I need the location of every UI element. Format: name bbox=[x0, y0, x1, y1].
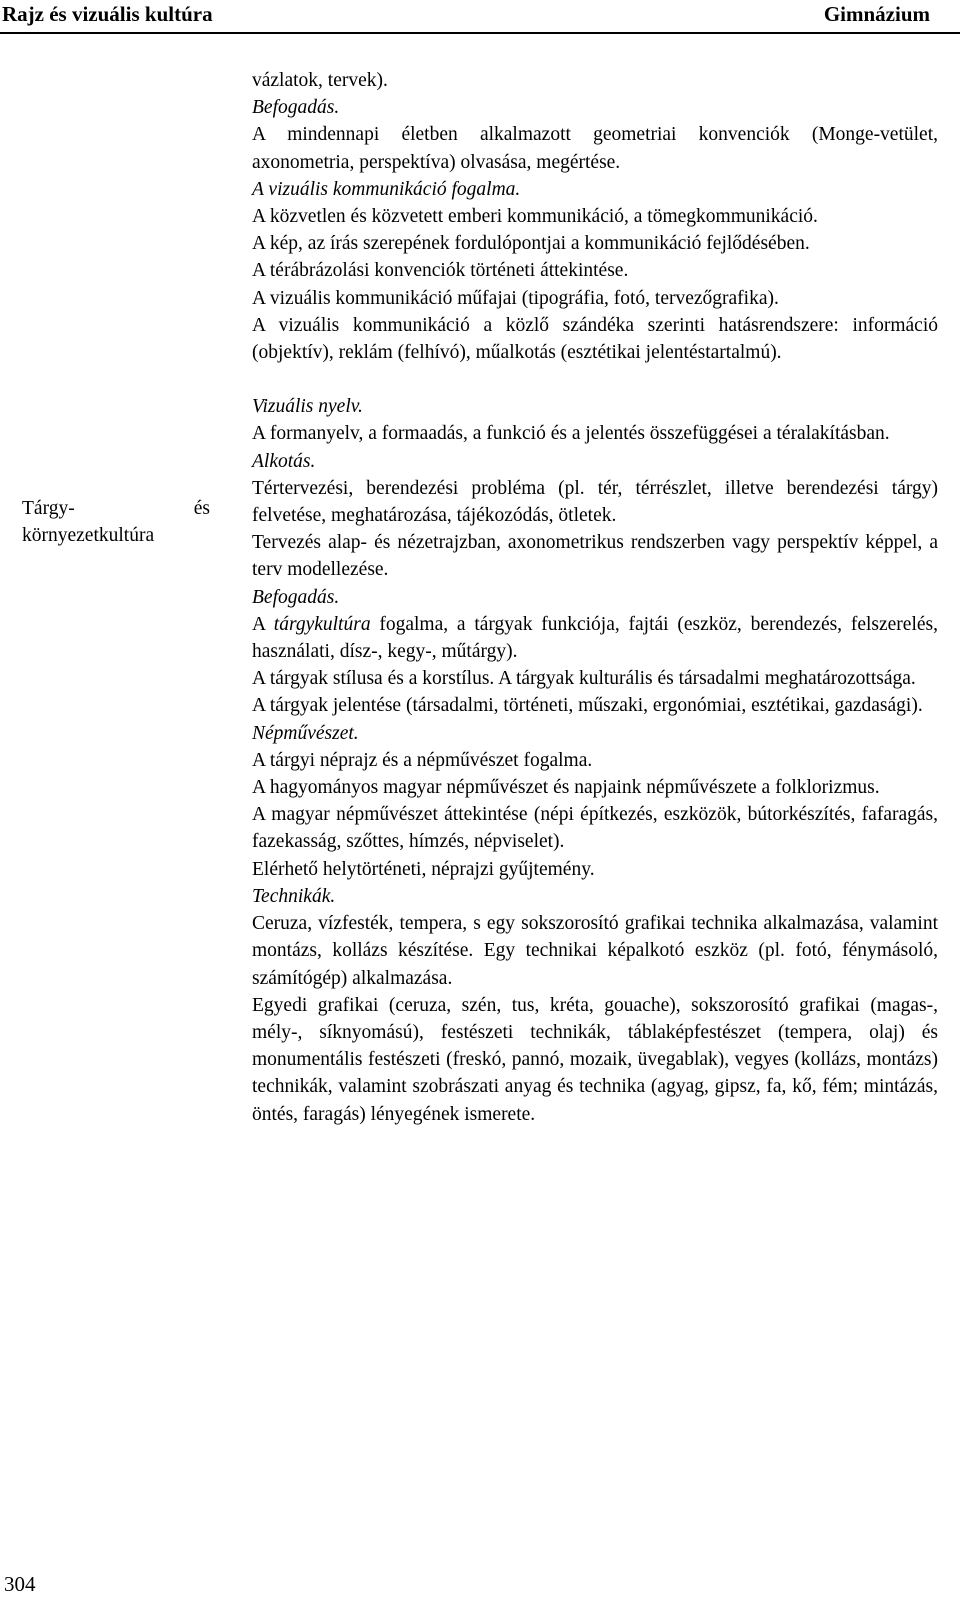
section-gap bbox=[252, 366, 938, 393]
section-heading: Vizuális nyelv. bbox=[252, 396, 363, 418]
page-number: 304 bbox=[4, 1572, 36, 1596]
paragraph: Tervezés alap- és nézetrajzban, axonometrikus rendszerben vagy perspektív képpel, a terv modellezése. bbox=[252, 532, 938, 581]
section-heading: Technikák. bbox=[252, 885, 336, 907]
paragraph: A tárgyi néprajz és a népművészet fogalma. bbox=[252, 749, 593, 771]
side-topic-line-1: Tárgy- és bbox=[22, 498, 210, 519]
paragraph bbox=[252, 611, 938, 665]
paragraph: A vizuális kommunikáció a közlő szándéka szerinti hatásrendszere: információ (objektív), reklám (felhívó), műalkotás (esztétikai jelentéstartalmú). bbox=[252, 314, 938, 364]
paragraph: A hagyományos magyar népművészet és napjaink népművészete a folklorizmus. bbox=[252, 777, 880, 799]
paragraph: Egyedi grafikai (ceruza, szén, tus, kréta, gouache), sokszorosító grafikai (magas-, mély-, síknyomású), festészeti technikák, táblaképfestészet (tempera, olaj) és monumentális festészeti (freskó, pannó, mozaik, üvegablak), vegyes (kollázs, montázs) technikák, valamint szobrászati anyag és technika (agyag, gipsz, fa, kő, fém; mintázás, öntés, faragás) lényegének ismerete. bbox=[252, 994, 938, 1125]
page-header bbox=[0, 0, 960, 34]
paragraph: A tárgyak jelentése (társadalmi, történeti, műszaki, ergonómiai, esztétikai, gazdasági). bbox=[252, 695, 923, 717]
side-topic-line-2: környezetkultúra bbox=[22, 525, 155, 547]
paragraph: A formanyelv, a formaadás, a funkció és a jelentés összefüggései a téralakításban. bbox=[252, 423, 890, 445]
paragraph: A mindennapi életben alkalmazott geometriai konvenciók (Monge-vetület, axonometria, perspektíva) olvasása, megértése. bbox=[252, 124, 938, 173]
text-run: fogalma, a tárgyak funkciója, fajtái (eszköz, berendezés, felszerelés, használati, dísz-, kegy-, műtárgy). bbox=[252, 613, 938, 663]
section-heading: Népművészet. bbox=[252, 722, 359, 744]
paragraph: Ceruza, vízfesték, tempera, s egy sokszorosító grafikai technika alkalmazása, valamint montázs, kollázs készítése. Egy technikai képalkotó eszköz (pl. fotó, fénymásoló, számítógép) alkalmazása. bbox=[252, 913, 938, 989]
text-run: A bbox=[252, 613, 274, 635]
section-heading: Alkotás. bbox=[252, 450, 316, 472]
paragraph: Tértervezési, berendezési probléma (pl. tér, térrészlet, illetve berendezési tárgy) felvetése, meghatározása, tájékozódás, ötletek. bbox=[252, 477, 938, 527]
main-text-column bbox=[252, 67, 938, 1128]
section-heading: Befogadás. bbox=[252, 586, 340, 608]
paragraph: A térábrázolási konvenciók történeti áttekintése. bbox=[252, 260, 629, 282]
paragraph: A kép, az írás szerepének fordulópontjai a kommunikáció fejlődésében. bbox=[252, 233, 810, 255]
paragraph: A magyar népművészet áttekintése (népi építkezés, eszközök, bútorkészítés, fafaragás, fazekasság, szőttes, hímzés, népviselet). bbox=[252, 804, 938, 853]
paragraph: A vizuális kommunikáció műfajai (tipográfia, fotó, tervezőgrafika). bbox=[252, 287, 779, 309]
section-heading: A vizuális kommunikáció fogalma. bbox=[252, 178, 521, 200]
italic-term: tárgykultúra bbox=[273, 613, 371, 635]
header-school-type: Gimnázium bbox=[823, 2, 930, 26]
paragraph: vázlatok, tervek). bbox=[252, 70, 388, 91]
side-topic-label bbox=[22, 495, 210, 549]
paragraph: A közvetlen és közvetett emberi kommunikáció, a tömegkommunikáció. bbox=[252, 206, 818, 228]
section-heading: Befogadás. bbox=[252, 97, 340, 119]
paragraph: Elérhető helytörténeti, néprajzi gyűjtemény. bbox=[252, 858, 595, 880]
header-subject-title: Rajz és vizuális kultúra bbox=[2, 2, 213, 26]
paragraph: A tárgyak stílusa és a korstílus. A tárgyak kulturális és társadalmi meghatározottsága. bbox=[252, 668, 916, 690]
